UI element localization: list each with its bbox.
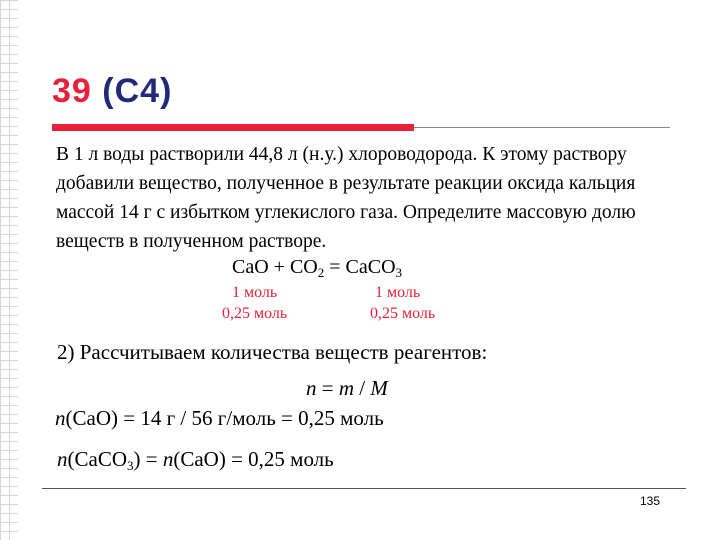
title-number: 39 bbox=[52, 72, 92, 110]
equation-sub-2: 3 bbox=[395, 265, 403, 280]
formula-M: M bbox=[370, 376, 388, 400]
calc2-part2: ) = bbox=[133, 447, 163, 471]
formula-n: n bbox=[306, 376, 317, 400]
step-heading: 2) Рассчитываем количества веществ реагентов: bbox=[57, 340, 488, 364]
general-formula bbox=[306, 376, 388, 401]
mol-label-right-1: 1 моль bbox=[375, 284, 421, 301]
calc-cao bbox=[55, 406, 384, 431]
title-underline-bar bbox=[52, 124, 414, 131]
calc2-n1: n bbox=[57, 447, 68, 471]
calc2-sub: 3 bbox=[127, 458, 134, 473]
calc2-part1: (CaCO bbox=[67, 447, 127, 471]
mol-label-right-2: 0,25 моль bbox=[370, 305, 436, 322]
calc-caco3 bbox=[57, 447, 334, 472]
equation-middle: = CaCO bbox=[324, 256, 396, 278]
formula-eq: = bbox=[316, 376, 339, 400]
calc1-rest: (CaO) = 14 г / 56 г/моль = 0,25 моль bbox=[65, 406, 384, 430]
footer-divider-line bbox=[42, 488, 686, 489]
mol-label-left-2: 0,25 моль bbox=[222, 305, 288, 322]
calc2-part3: (CaO) = 0,25 моль bbox=[173, 447, 334, 471]
equation-left: CaO + CO bbox=[232, 256, 318, 278]
equation-sub-1: 2 bbox=[317, 265, 325, 280]
page-number: 135 bbox=[640, 494, 661, 508]
formula-m: m bbox=[338, 376, 355, 400]
formula-div: / bbox=[354, 376, 371, 400]
calc2-n2: n bbox=[162, 447, 174, 471]
title-divider-line bbox=[414, 127, 670, 128]
calc1-n: n bbox=[55, 406, 66, 430]
reaction-equation bbox=[232, 256, 402, 279]
task-text: В 1 л воды растворили 44,8 л (н.у.) хлороводорода. К этому раствору добавили вещество, полученное в результате реакции оксида кальция массой 14 г с избытком углекислого газа. Определите массовую долю веществ в полученном растворе. bbox=[56, 144, 636, 252]
mol-label-left-1: 1 моль bbox=[232, 284, 278, 301]
slide-title bbox=[52, 72, 172, 111]
title-code: (C4) bbox=[102, 72, 173, 110]
